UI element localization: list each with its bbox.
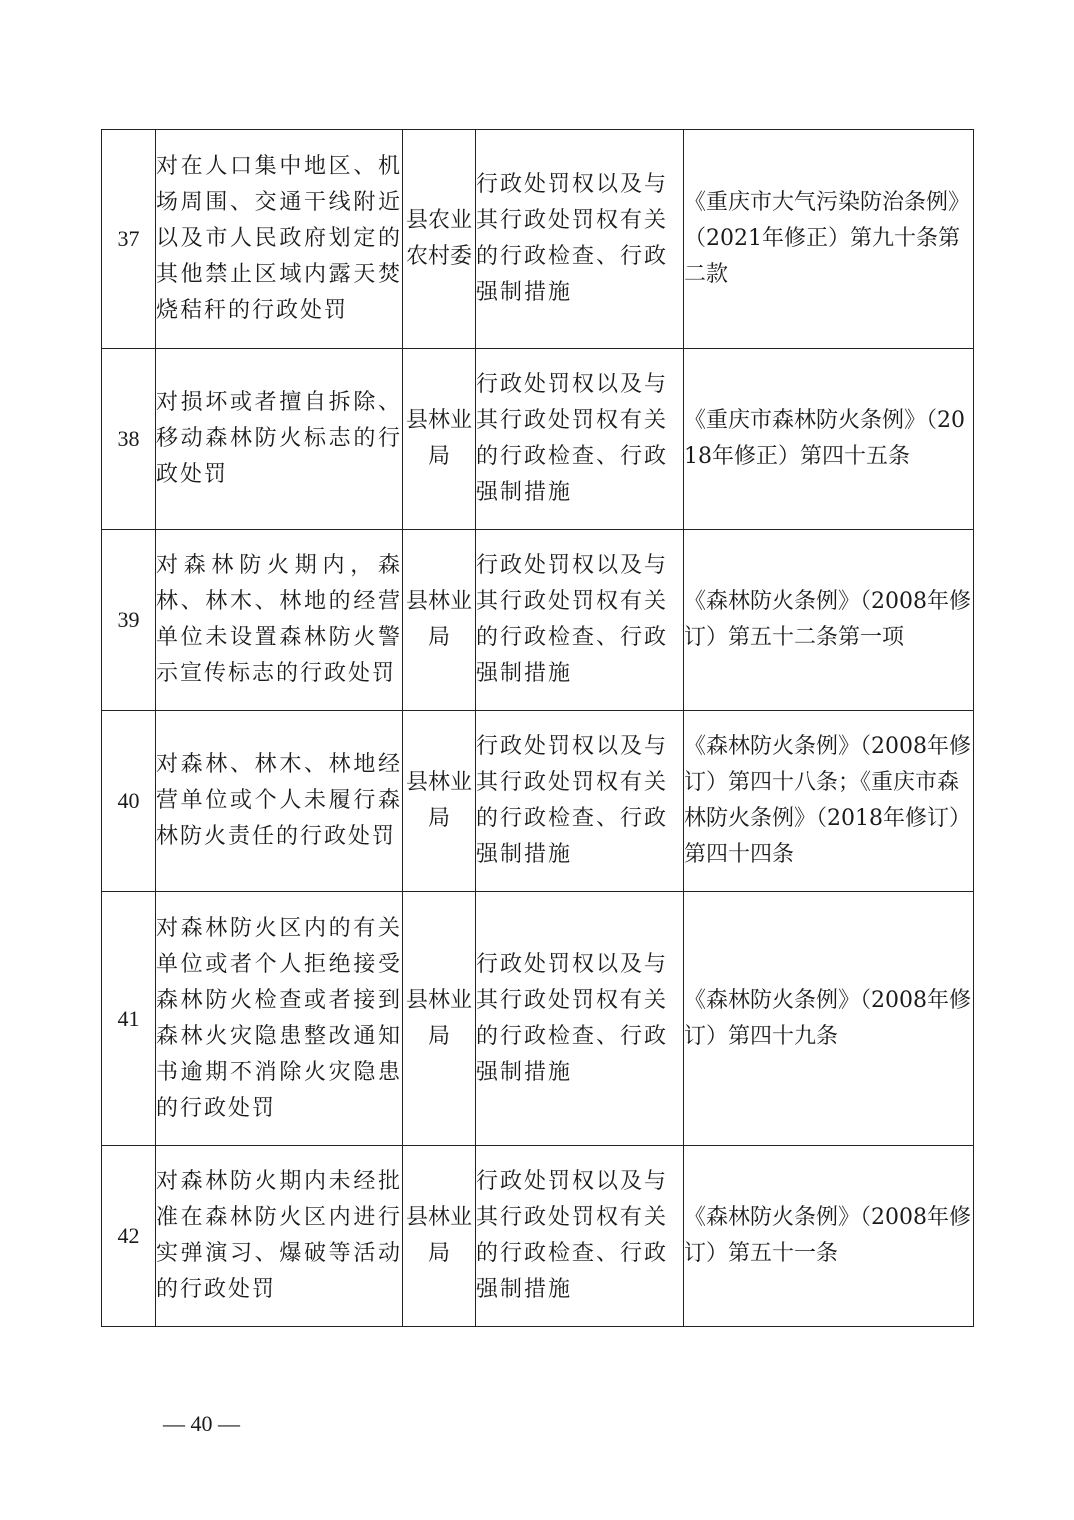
- item-department: 县林业局: [405, 1205, 472, 1266]
- table-row: [102, 349, 974, 530]
- item-legal-basis: 《重庆市森林防火条例》（2018年修正）第四十五条: [684, 408, 965, 469]
- item-number: 41: [102, 892, 156, 1146]
- item-legal-basis: 《森林防火条例》（2008年修订）第四十九条: [684, 987, 971, 1049]
- table-row: [102, 530, 974, 711]
- item-power-type: 行政处罚权以及与其行政处罚权有关的行政检查、行政强制措施: [476, 734, 669, 867]
- table-row: [102, 130, 974, 349]
- item-matter: 对森林防火期内，森林、林木、林地的经营单位未设置森林防火警示宣传标志的行政处罚: [156, 553, 402, 686]
- item-number: 38: [102, 349, 156, 530]
- item-number: 37: [102, 130, 156, 349]
- item-matter: 对森林防火区内的有关单位或者个人拒绝接受森林防火检查或者接到森林火灾隐患整改通知书逾期不消除火灾隐患的行政处罚: [156, 915, 402, 1121]
- item-matter: 对在人口集中地区、机场周围、交通干线附近以及市人民政府划定的其他禁止区域内露天焚烧秸秆的行政处罚: [156, 154, 402, 323]
- item-department: 县林业局: [405, 770, 472, 831]
- item-legal-basis: 《森林防火条例》（2008年修订）第五十一条: [684, 1205, 971, 1266]
- item-legal-basis: 《森林防火条例》（2008年修订）第五十二条第一项: [684, 589, 971, 650]
- table-row: [102, 892, 974, 1146]
- item-number: 42: [102, 1146, 156, 1327]
- item-power-type: 行政处罚权以及与其行政处罚权有关的行政检查、行政强制措施: [476, 1169, 669, 1302]
- item-matter: 对森林、林木、林地经营单位或个人未履行森林防火责任的行政处罚: [156, 752, 402, 849]
- item-number: 40: [102, 711, 156, 892]
- table-row: [102, 1146, 974, 1327]
- items-table: [101, 129, 974, 1327]
- item-power-type: 行政处罚权以及与其行政处罚权有关的行政检查、行政强制措施: [476, 172, 669, 305]
- item-department: 县农业农村委: [405, 208, 472, 269]
- item-department: 县林业局: [405, 589, 472, 650]
- page-number: — 40 —: [163, 1411, 240, 1436]
- item-power-type: 行政处罚权以及与其行政处罚权有关的行政检查、行政强制措施: [476, 951, 669, 1085]
- item-matter: 对森林防火期内未经批准在森林防火区内进行实弹演习、爆破等活动的行政处罚: [156, 1169, 402, 1302]
- table-row: [102, 711, 974, 892]
- item-number: 39: [102, 530, 156, 711]
- item-legal-basis: 《森林防火条例》（2008年修订）第四十八条；《重庆市森林防火条例》（2018年修订）第四十四条: [684, 734, 971, 867]
- item-power-type: 行政处罚权以及与其行政处罚权有关的行政检查、行政强制措施: [476, 553, 669, 686]
- item-matter: 对损坏或者擅自拆除、移动森林防火标志的行政处罚: [156, 390, 402, 487]
- item-power-type: 行政处罚权以及与其行政处罚权有关的行政检查、行政强制措施: [476, 372, 669, 505]
- item-department: 县林业局: [405, 408, 472, 469]
- item-department: 县林业局: [405, 987, 472, 1049]
- item-legal-basis: 《重庆市大气污染防治条例》（2021年修正）第九十条第二款: [684, 190, 971, 287]
